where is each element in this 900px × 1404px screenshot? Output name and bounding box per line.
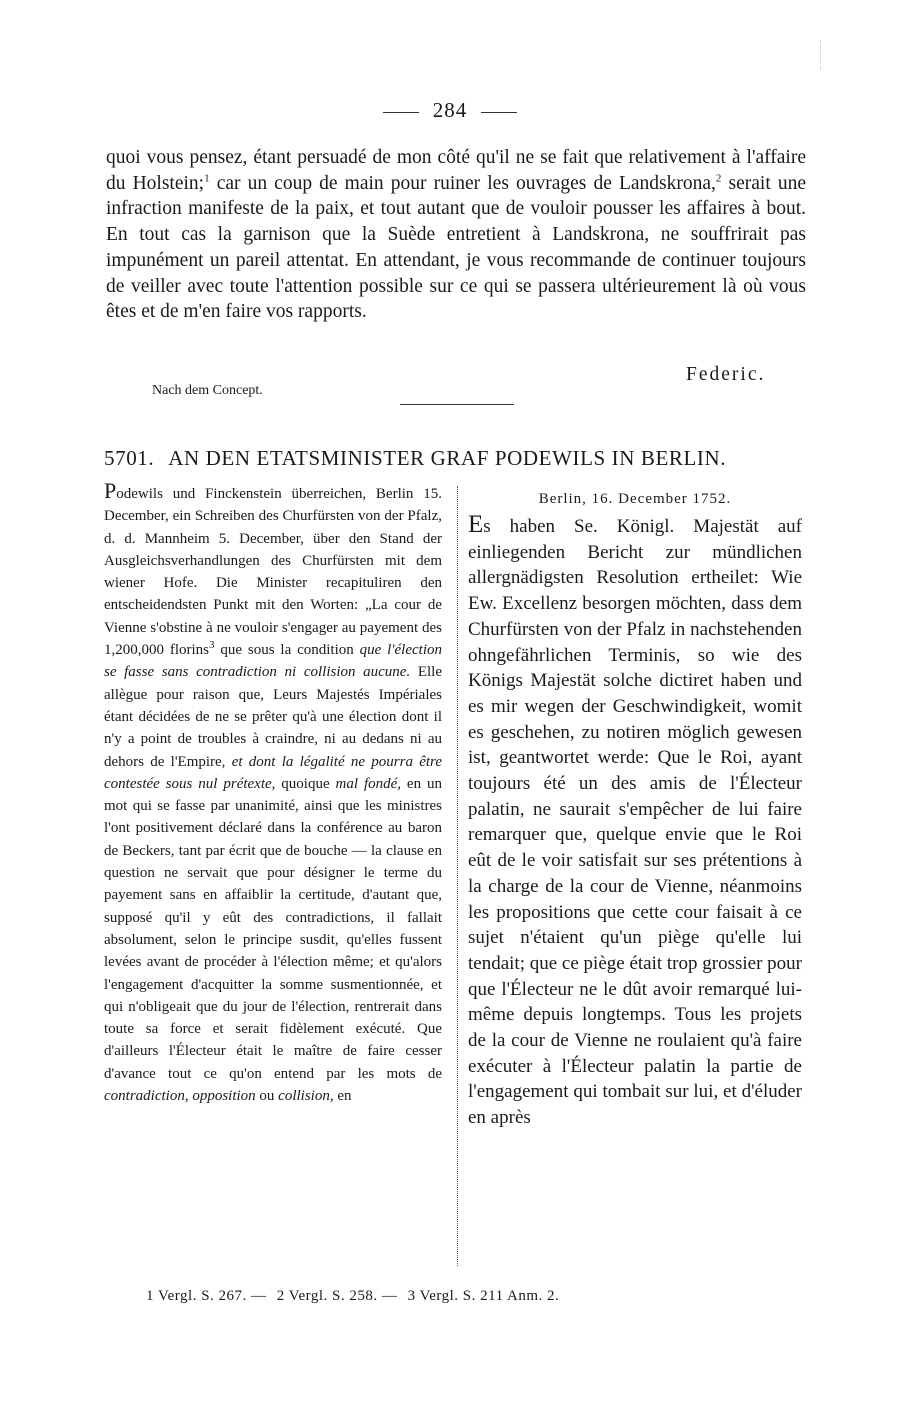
- summary-column: [104, 480, 442, 1107]
- summary-italic: et dont la légalité ne pourra être contestée sous nul prétexte,: [104, 753, 442, 792]
- footnotes: [146, 1288, 565, 1305]
- dateline: Berlin, 16. December 1752.: [538, 491, 732, 507]
- footnote-ref-1: 1: [204, 172, 210, 185]
- page-header: [0, 98, 900, 123]
- summary-italic: contradiction: [104, 1088, 185, 1105]
- header-dash-right: [481, 112, 517, 113]
- summary-italic: collision: [278, 1088, 330, 1105]
- section-divider: [400, 404, 514, 405]
- summary-italic: que l'élection se fasse sans contradiction ni collision aucune.: [104, 642, 442, 681]
- summary-italic: mal fondé,: [335, 775, 402, 792]
- document-title: AN DEN ETATSMINISTER GRAF PODEWILS IN BERLIN.: [168, 446, 727, 470]
- summary-text: , en: [329, 1088, 352, 1105]
- margin-mark: [820, 40, 823, 70]
- dropcap-right: E: [468, 511, 484, 538]
- summary-text: Elle allègue pour raison que, Leurs Majestés Impériales étant décidées de ne se prêter qu'à une élection dont il n'y a point de troubles à craindre, ni au dedans ni au dehors de l'Empire,: [104, 664, 443, 770]
- footnote-ref-3: 3: [209, 639, 215, 652]
- footnote-1: 1 Vergl. S. 267. —: [146, 1288, 267, 1304]
- letter-column-text: s haben Se. Königl. Majestät auf einliegenden Bericht zur mündlichen allergnädigsten Resolution ertheilet: Wie Ew. Excellenz besorgen möchten, dass dem Churfürsten von der Pfalz in nachstehenden ohngefährlichen Terminis, so wie des Königs Majestät solche dictiret haben und es mir wegen der Geschwindigkeit, womit es geschehen, zu notiren möglich gewesen ist, geantwortet werde: Que le Roi, ayant toujours été un des amis de l'Électeur palatin, ne saurait s'empêcher de lui faire remarquer que, quelque envie que le Roi eût de le voir satisfait sur ses prétentions à la charge de la cour de Vienne, néanmoins les propositions que cette cour faisait à ce sujet n'étaient qu'un piège qu'elle lui tendait; que ce piège était trop grossier pour que l'Électeur ne le dût avoir remarqué lui-même depuis longtemps. Tous les projets de la cour de Vienne ne roulaient qu'à faire exécuter à l'Électeur palatin la partie de l'engagement qui tombait sur lui, et d'éluder en après: [468, 516, 802, 1129]
- summary-text: en un mot qui se fasse par unanimité, ainsi que les ministres l'ont positivement déclaré dans la conférence au baron de Beckers, tant par écrit que de bouche — la clause en question ne servait que pour désigner le terme du payement sans en affaiblir la certitude, d'autant que, supposé qu'il y eût des contradictions, il fallait absolument, selon le principe susdit, qu'elles fussent levées avant de procéder à l'élection même; et qu'alors l'engagement d'acquitter la somme susmentionnée, et qui n'obligeait que du jour de l'élection, rentrerait dans toute sa force et serait fidèlement exécuté. Que d'ailleurs l'Électeur était le maître de faire cesser d'avance tout ce qu'on entend par les mots de: [104, 775, 442, 1082]
- source-note: Nach dem Concept.: [152, 383, 263, 398]
- summary-text: ,: [184, 1088, 193, 1105]
- summary-text: ou: [255, 1088, 279, 1105]
- footnote-ref-2: 2: [715, 172, 722, 185]
- letter-text-b: car un coup de main pour ruiner les ouvrages de Landskrona,: [209, 172, 716, 194]
- summary-italic: opposition: [192, 1088, 256, 1105]
- letter-column: [468, 487, 802, 1131]
- document-heading: [104, 446, 804, 471]
- summary-text: quoique: [275, 775, 336, 792]
- signature: Federic.: [686, 364, 766, 385]
- summary-text: odewils und Finckenstein überreichen, Berlin 15. December, ein Schreiben des Churfürsten von der Pfalz, d. d. Mannheim 5. December, über den Stand der Ausgleichsverhandlungen des Churfürsten mit dem wiener Hofe. Die Minister recapituliren den entscheidendsten Punkt mit den Worten: „La cour de Vienne s'obstine à ne vouloir s'engager au payement des 1,200,000 florins: [104, 486, 442, 659]
- summary-text: que sous la condition: [214, 642, 360, 659]
- footnote-3: 3 Vergl. S. 211 Anm. 2.: [407, 1288, 560, 1304]
- footnote-2: 2 Vergl. S. 258. —: [276, 1288, 398, 1304]
- letter-text-c: serait une infraction manifeste de la paix, et tout autant que de vouloir pousser les affaires à bout. En tout cas la garnison que la Suède entretient à Landskrona, ne souffrirait pas impunément un pareil attentat. En attendant, je vous recommande de continuer toujours de veiller avec toute l'attention possible sur ce qui se passera ultérieurement là où vous êtes et de m'en faire vos rapports.: [106, 172, 806, 323]
- column-divider: [457, 486, 458, 1266]
- letter-text-a: quoi vous pensez, étant persuadé de mon côté qu'il ne se fait que relativement à l'affaire du Holstein;: [106, 147, 806, 194]
- document-number: 5701.: [104, 446, 155, 470]
- header-dash-left: [383, 112, 419, 113]
- letter-body: [106, 145, 806, 325]
- dropcap-left: P: [104, 478, 117, 503]
- page-number: 284: [432, 98, 468, 122]
